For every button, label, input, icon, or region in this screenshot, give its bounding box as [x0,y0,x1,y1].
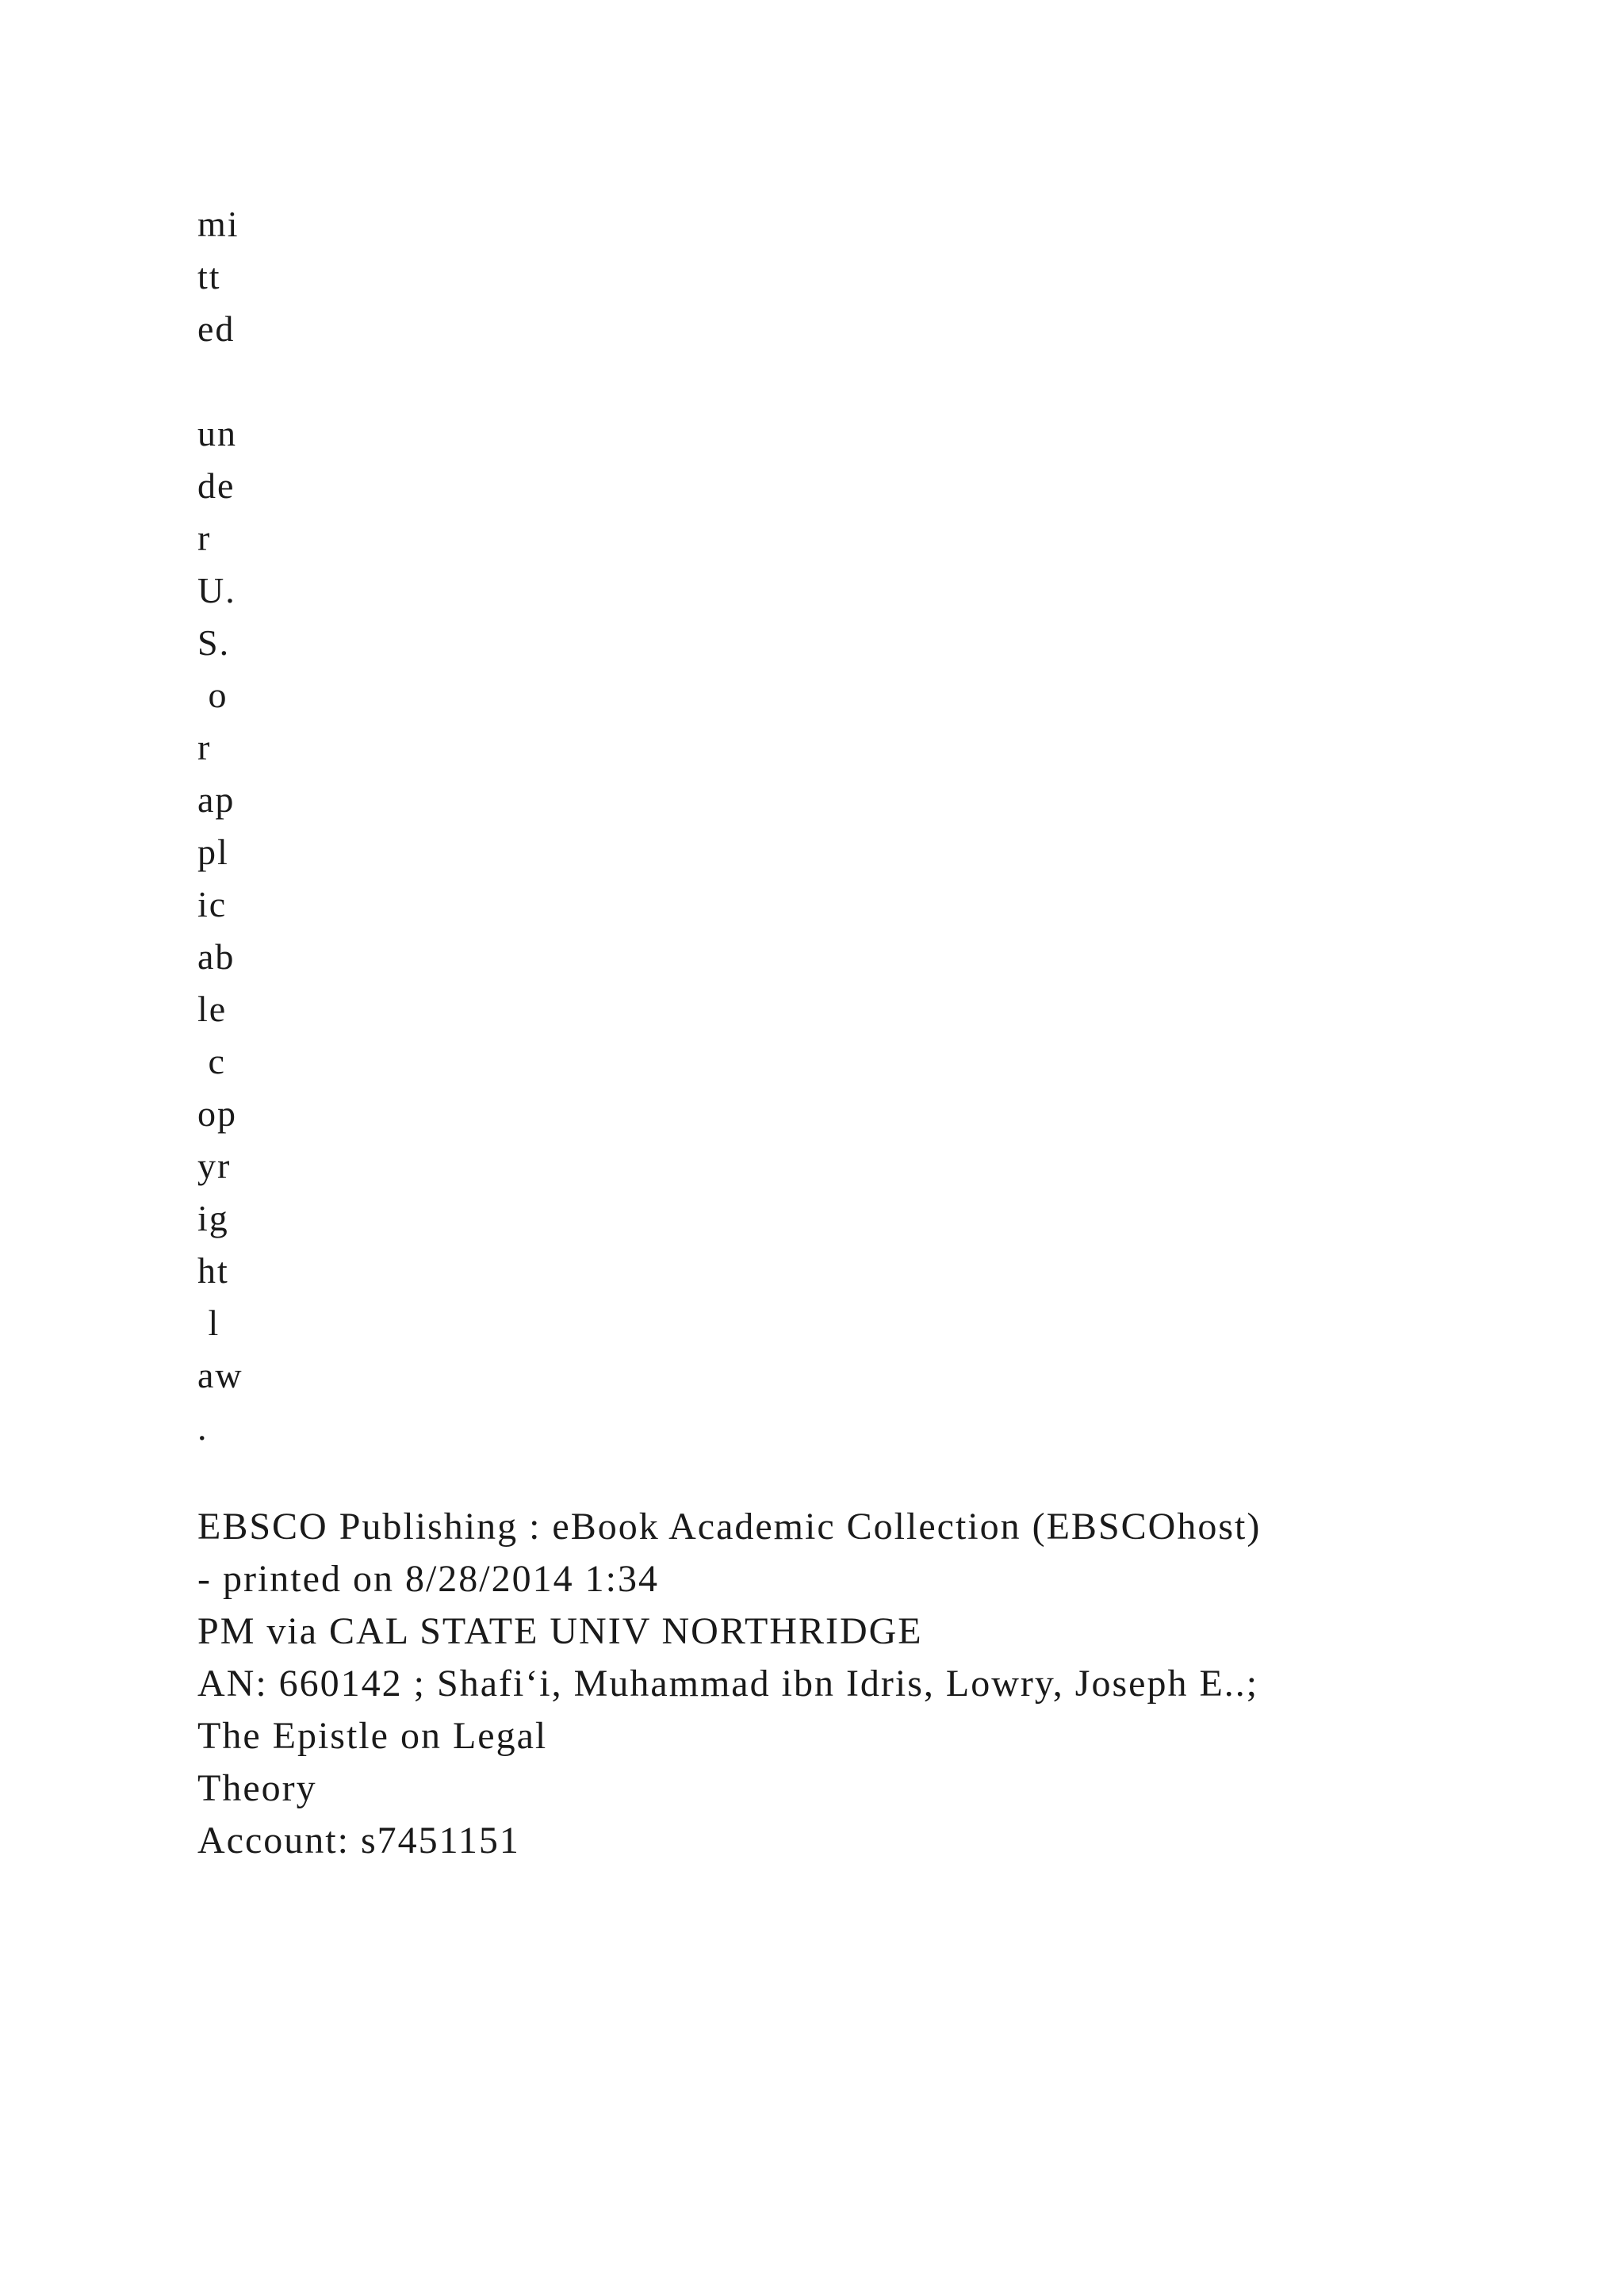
text-fragment: op [197,1093,237,1134]
citation-account-line: Account: s7451151 [197,1820,520,1862]
text-fragment: un [197,413,237,453]
citation-title-continued-line: Theory [197,1767,317,1809]
citation-printed-date-line: - printed on 8/28/2014 1:34 [197,1558,659,1600]
text-fragment: mi [197,204,239,244]
copyright-notice-fragments [197,198,324,1454]
text-fragment: r [197,518,212,558]
text-fragment: c [197,1041,226,1081]
text-fragment: l [197,1303,220,1343]
text-fragment: o [197,675,228,715]
text-fragment: ed [197,308,236,349]
text-fragment: tt [197,256,221,297]
text-fragment: aw [197,1355,243,1395]
blank-line [197,355,324,408]
citation-publisher-line: EBSCO Publishing : eBook Academic Collection (EBSCOhost) [197,1506,1262,1548]
text-fragment: S. [197,622,231,663]
text-fragment: ht [197,1250,229,1291]
text-fragment: U. [197,570,236,610]
text-fragment: ap [197,779,236,820]
citation-institution-line: PM via CAL STATE UNIV NORTHRIDGE [197,1610,923,1652]
text-fragment: ic [197,884,228,924]
text-fragment: le [197,989,228,1029]
text-fragment: ig [197,1198,229,1238]
citation-authors-line: AN: 660142 ; Shafi‘i, Muhammad ibn Idris, Lowry, Joseph E..; [197,1663,1259,1705]
citation-title-line: The Epistle on Legal [197,1715,548,1757]
text-fragment: pl [197,832,229,872]
ebsco-citation-block [197,1501,1545,1867]
text-fragment: yr [197,1146,232,1186]
text-fragment: ab [197,936,236,977]
text-fragment: de [197,465,236,506]
text-fragment: . [197,1407,209,1448]
text-fragment: r [197,727,212,767]
